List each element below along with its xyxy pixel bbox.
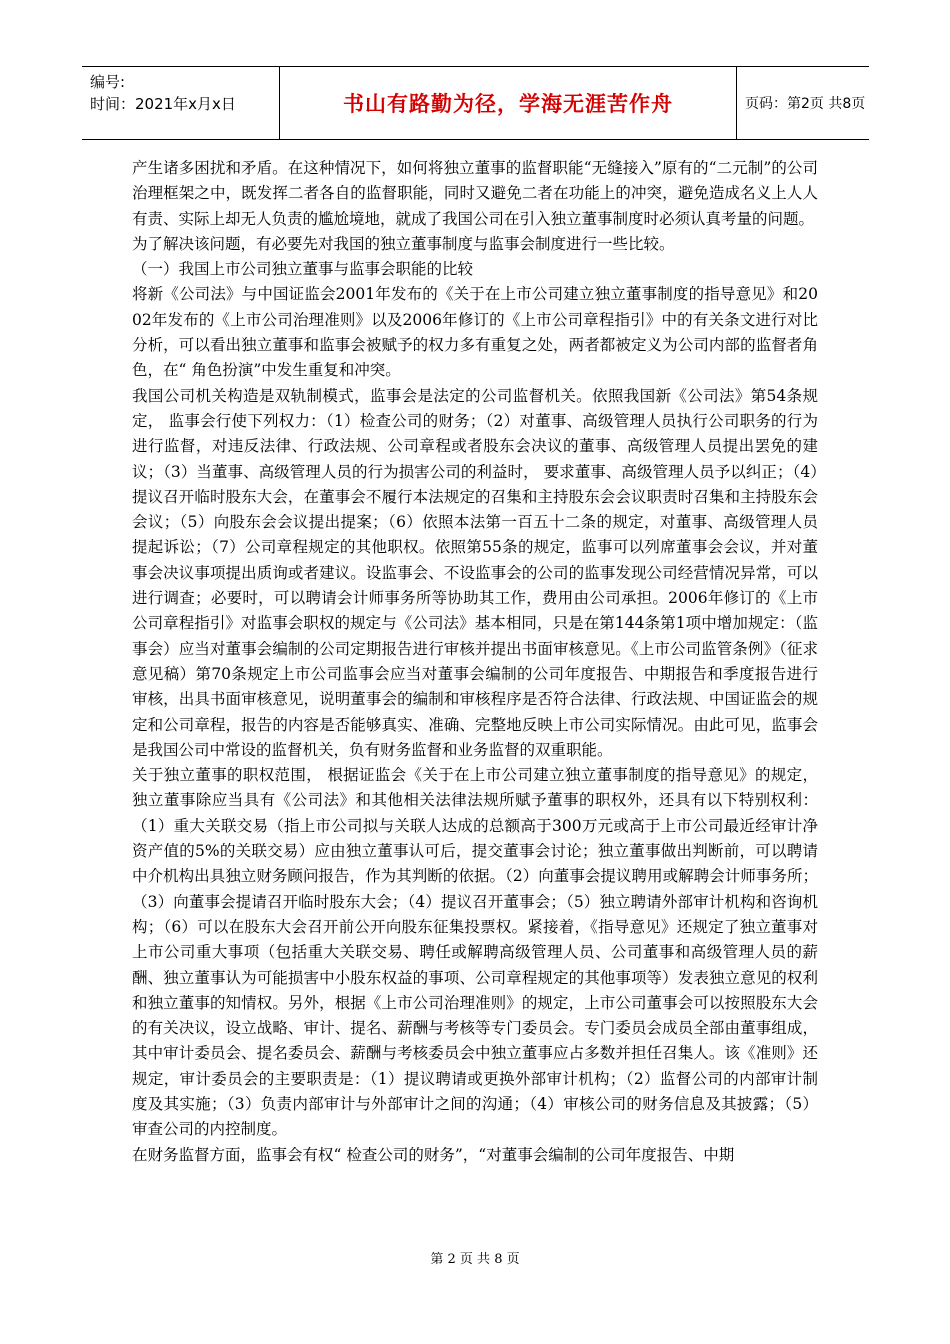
document-body — [132, 156, 818, 1168]
header-page-code: 页码：第2页 共8页 — [745, 96, 866, 112]
body-paragraph-1: 产生诸多困扰和矛盾。在这种情况下，如何将独立董事的监督职能“无缝接入”原有的“二元制”的公司治理框架之中，既发挥二者各自的监督职能，同时又避免二者在功能上的冲突，避免造成名义上人人有责、实际上却无人负责的尴尬境地，就成了我国公司在引入独立董事制度时必须认真考量的问题。 — [132, 159, 818, 228]
body-paragraph-6: 在财务监督方面，监事会有权“ 检查公司的财务”，“对董事会编制的公司年度报告、中期 — [132, 1145, 735, 1164]
document-time-label: 时间：2021年x月x日 — [90, 95, 236, 113]
body-paragraph-4: 我国公司机关构造是双轨制模式，监事会是法定的公司监督机关。依照我国新《公司法》第54条规定， 监事会行使下列权力：（1）检查公司的财务；（2）对董事、高级管理人员执行公司职务的行为进行监督，对违反法律、行政法规、公司章程或者股东会决议的董事、高级管理人员提出罢免的建议；（3）当董事、高级管理人员的行为损害公司的利益时， 要求董事、高级管理人员予以纠正；（4）提议召开临时股东大会，在董事会不履行本法规定的召集和主持股东会会议职责时召集和主持股东会会议；（5）向股东会会议提出提案；（6）依照本法第一百五十二条的规定，对董事、高级管理人员提起诉讼；（7）公司章程规定的其他职权。依照第55条的规定，监事可以列席董事会会议，并对董事会决议事项提出质询或者建议。设监事会、不设监事会的公司的监事发现公司经营情况异常，可以进行调查；必要时，可以聘请会计师事务所等协助其工作，费用由公司承担。2006年修订的《上市公司章程指引》对监事会职权的规定与《公司法》基本相同，只是在第144条第1项中增加规定：（监事会）应当对董事会编制的公司定期报告进行审核并提出书面审核意见。《上市公司监管条例》（征求意见稿）第70条规定上市公司监事会应当对董事会编制的公司年度报告、中期报告和季度报告进行审核，出具书面审核意见，说明董事会的编制和审核程序是否符合法律、行政法规、中国证监会的规定和公司章程，报告的内容是否能够真实、准确、完整地反映上市公司实际情况。由此可见，监事会是我国公司中常设的监督机关，负有财务监督和业务监督的双重职能。 — [132, 386, 818, 759]
header-right-cell — [737, 67, 869, 139]
body-paragraph-2: 为了解决该问题，有必要先对我国的独立董事制度与监事会制度进行一些比较。 — [132, 234, 675, 253]
document-number-label: 编号: — [90, 73, 126, 91]
header-motto: 书山有路勤为径，学海无涯苦作舟 — [343, 92, 673, 116]
body-paragraph-5: 关于独立董事的职权范围， 根据证监会《关于在上市公司建立独立董事制度的指导意见》的规定，独立董事除应当具有《公司法》和其他相关法律法规所赋予董事的职权外，还具有以下特别权利：（1）重大关联交易（指上市公司拟与关联人达成的总额高于300万元或高于上市公司最近经审计净资产值的5%的关联交易）应由独立董事认可后，提交董事会讨论；独立董事做出判断前，可以聘请中介机构出具独立财务顾问报告，作为其判断的依据。（2）向董事会提议聘用或解聘会计师事务所；（3）向董事会提请召开临时股东大会；（4）提议召开董事会；（5）独立聘请外部审计机构和咨询机构；（6）可以在股东大会召开前公开向股东征集投票权。紧接着，《指导意见》还规定了独立董事对上市公司重大事项（包括重大关联交易、聘任或解聘高级管理人员、公司董事和高级管理人员的薪酬、独立董事认为可能损害中小股东权益的事项、公司章程规定的其他事项等）发表独立意见的权利和独立董事的知情权。另外，根据《上市公司治理准则》的规定，上市公司董事会可以按照股东大会的有关决议，设立战略、审计、提名、薪酬与考核等专门委员会。专门委员会成员全部由董事组成，其中审计委员会、提名委员会、薪酬与考核委员会中独立董事应占多数并担任召集人。该《准则》还规定，审计委员会的主要职责是：（1）提议聘请或更换外部审计机构；（2）监督公司的内部审计制度及其实施；（3）负责内部审计与外部审计之间的沟通；（4）审核公司的财务信息及其披露；（5）审查公司的内控制度。 — [132, 766, 818, 1139]
body-paragraph-3: 将新《公司法》与中国证监会2001年发布的《关于在上市公司建立独立董事制度的指导意见》和2002年发布的《上市公司治理准则》以及2006年修订的《上市公司章程指引》中的有关条文进行对比分析，可以看出独立董事和监事会被赋予的权力多有重复之处，两者都被定义为公司内部的监督者角色，在“ 角色扮演”中发生重复和冲突。 — [132, 285, 818, 380]
page-footer: 第 2 页 共 8 页 — [430, 1252, 520, 1267]
page-header — [82, 66, 869, 140]
section-heading: （一）我国上市公司独立董事与监事会职能的比较 — [132, 260, 474, 279]
header-left-cell — [82, 67, 280, 139]
header-motto-cell — [280, 67, 737, 139]
